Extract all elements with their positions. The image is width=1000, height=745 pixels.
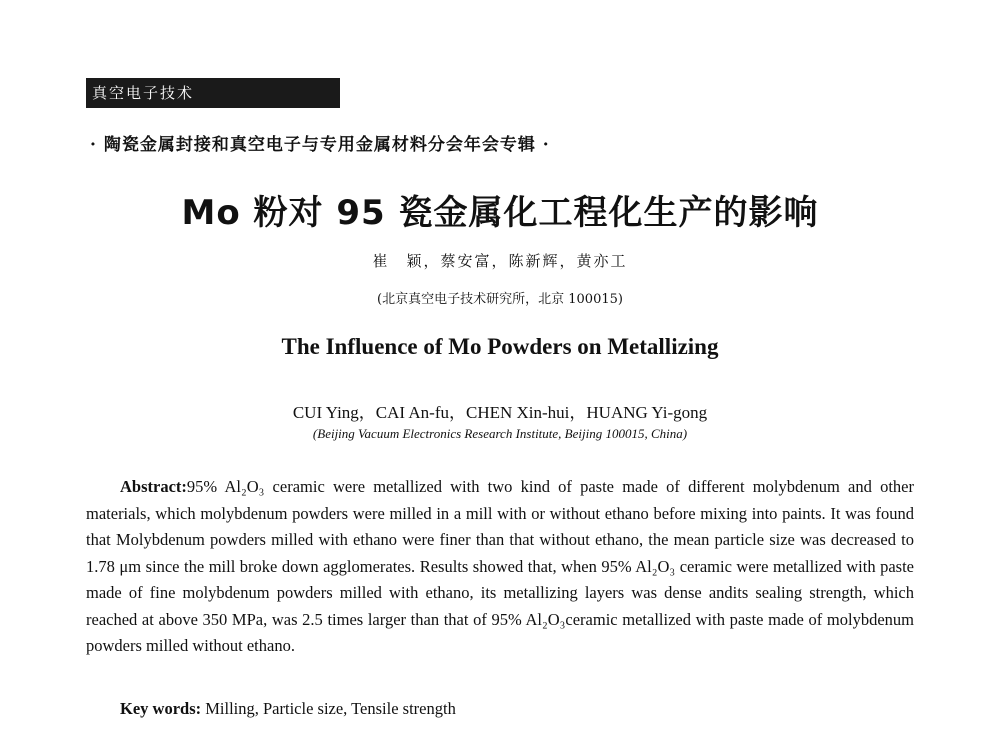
affiliation-en: (Beijing Vacuum Electronics Research Institute, Beijing 100015, China) xyxy=(312,426,688,441)
abstract xyxy=(86,474,914,660)
article-title-zh: Mo 粉对 95 瓷金属化工程化生产的影响 xyxy=(181,193,819,233)
affiliation-zh: (北京真空电子技术研究所，北京 100015) xyxy=(377,292,623,307)
journal-section-label: 真空电子技术 xyxy=(92,84,195,102)
authors-en: CUI Ying，CAI An-fu，CHEN Xin-hui，HUANG Yi-gong xyxy=(292,403,708,422)
article-title-en: The Influence of Mo Powders on Metallizing xyxy=(281,334,719,359)
authors-zh: 崔 颖，蔡安富，陈新辉，黄亦工 xyxy=(372,252,628,270)
abstract-label: Abstract: xyxy=(120,477,187,496)
keywords-text: Milling, Particle size, Tensile strength xyxy=(201,699,456,718)
abstract-text: 95% Al₂O₃ ceramic were metallized with two kind of paste made of different molybdenum and other materials, which molybdenum powders were milled in a mill with or without ethano before mixing into paints. It was found that Molybdenum powders milled with ethano were finer than that without ethano, the mean particle size was decreased to 1.78 μm since the mill broke down agglomerates. Results showed that, when 95% Al₂O₃ ceramic were metallized with paste made of fine molybdenum powders milled with ethano, its metallizing layers was dense andits sealing strength, which reached at above 350 MPa, was 2.5 times larger than that of 95% Al₂O₃ceramic metallized with paste made of molybdenum powders milled without ethano. xyxy=(86,477,914,655)
keywords xyxy=(120,699,920,719)
keywords-label: Key words: xyxy=(120,699,202,718)
special-issue-banner: · 陶瓷金属封接和真空电子与专用金属材料分会年会专辑 · xyxy=(90,135,550,155)
journal-section-tab xyxy=(86,78,340,108)
